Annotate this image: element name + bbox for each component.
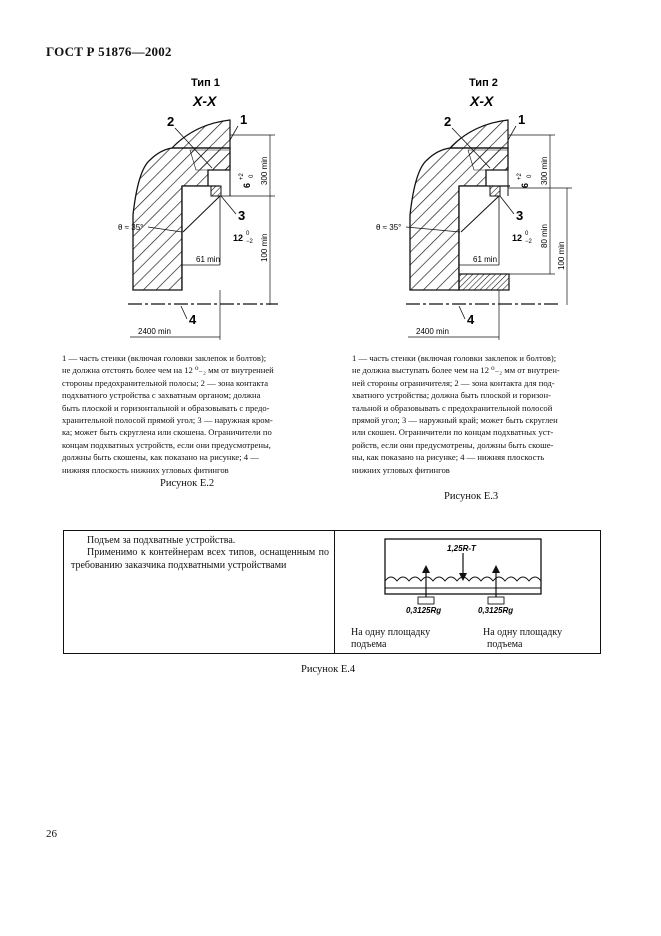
fig-e3-callout-3: 3	[516, 208, 524, 223]
caption-line: быть плоской и горизонтальной и образовывать с предо-	[62, 402, 270, 413]
fig-e3-type-label: Тип 2	[469, 77, 498, 89]
fig-e4-label-left	[351, 627, 430, 650]
fig-e3-dim-80: 80 min	[540, 223, 549, 248]
fig-e3-dim-twelve: 12	[512, 233, 523, 243]
fig-e3-dim-six-sub: 0	[527, 174, 533, 178]
fig-e4-label-right-line2: подъема	[487, 638, 523, 650]
fig-e4-load-top: 1,25R-T	[447, 544, 476, 553]
caption-line: должны быть скошены, как показано на рисунке; 4 —	[62, 452, 259, 463]
fig-e4-table	[63, 530, 601, 654]
fig-e4-para-2: Применимо к контейнерам всех типов, оснащенным по требованию заказчика подхватными устройствами	[71, 547, 329, 571]
fig-e4-description	[71, 535, 329, 572]
caption-line: хватного устройства; должна быть плоской и горизон-	[352, 390, 551, 401]
document-header: ГОСТ Р 51876—2002	[46, 44, 172, 59]
caption-line: нижняя плоскость нижних угловых фитингов	[62, 464, 229, 475]
caption-line: ка; может быть скруглена или скошена. Ограничители по	[62, 427, 272, 438]
fig-e2-callout-1: 1	[240, 112, 248, 127]
fig-e2-dim-61: 61 min	[196, 255, 221, 264]
fig-e3-title: Рисунок Е.3	[444, 491, 499, 502]
caption-line: или скошен. Ограничители по концам подхватных уст-	[352, 427, 554, 438]
figures-drawing	[0, 0, 661, 340]
fig-e4-load-right: 0,3125Rg	[478, 606, 514, 615]
fig-e4-label-left-line1: На одну площадку	[351, 627, 431, 638]
page-number: 26	[46, 828, 57, 840]
fig-e3-callout-1: 1	[518, 112, 526, 127]
fig-e2-callout-2: 2	[167, 114, 175, 129]
caption-line: стороны предохранительной полосы; 2 — зона контакта	[62, 377, 269, 388]
fig-e3-dim-six: 6	[520, 182, 530, 188]
fig-e2-dim-six-sup: +2	[239, 173, 245, 180]
caption-line: хранительной полосой прямой угол; 3 — наружная кром-	[62, 415, 273, 426]
fig-e3-dim-100: 100 min	[557, 241, 566, 270]
figure-e2-drawing	[118, 77, 278, 340]
fig-e2-dim-2400: 2400 min	[138, 327, 171, 336]
caption-line: прямой угол; 3 — наружный край; может быть скруглен	[352, 415, 558, 426]
caption-line: подхватного устройства с захватным органом; должна	[62, 390, 261, 401]
fig-e2-callout-4: 4	[189, 312, 197, 327]
caption-line: тальной и образовывать с предохранительной полосой	[352, 402, 553, 413]
caption-line: концам подхватных устройств, если они предусмотрены,	[62, 439, 271, 450]
caption-line: ны, как показано на рисунке; 4 — нижняя плоскость	[352, 452, 545, 463]
caption-line: не должна отстоять более чем на 12 ⁰₋₂ мм от внутренней	[62, 365, 274, 376]
fig-e3-callout-2: 2	[444, 114, 452, 129]
fig-e2-dim-twelve-sup: 0	[246, 231, 250, 237]
fig-e4-load-left: 0,3125Rg	[406, 606, 442, 615]
fig-e2-angle: θ ≈ 35°	[118, 223, 144, 232]
fig-e2-dim-300: 300 min	[260, 156, 269, 185]
fig-e3-caption	[352, 352, 597, 476]
fig-e2-section-label: X-X	[193, 93, 217, 109]
caption-line: 1 — часть стенки (включая головки заклепок и болтов);	[62, 353, 267, 363]
caption-line: ройств, если они предусмотрены, должны быть скоше-	[352, 439, 554, 450]
fig-e3-callout-4: 4	[467, 312, 475, 327]
fig-e2-type-label: Тип 1	[191, 77, 220, 89]
fig-e2-dim-twelve-sub: −2	[246, 239, 253, 245]
fig-e2-caption	[62, 352, 310, 476]
fig-e4-title: Рисунок Е.4	[301, 664, 356, 675]
caption-line: не должна выступать более чем на 12 ⁰₋₂ мм от внутрен-	[352, 365, 560, 376]
fig-e2-dim-100: 100 min	[260, 233, 269, 262]
fig-e3-dim-twelve-sub: −2	[525, 239, 532, 245]
fig-e4-label-right-line1: На одну площадку	[483, 627, 563, 638]
caption-line: нижних угловых фитингов	[352, 464, 450, 475]
fig-e2-dim-six-sub: 0	[249, 174, 255, 178]
fig-e4-para-1: Подъем за подхватные устройства.	[87, 535, 236, 546]
fig-e3-dim-2400: 2400 min	[416, 327, 449, 336]
fig-e2-dim-six: 6	[242, 182, 252, 188]
fig-e2-dim-twelve: 12	[233, 233, 244, 243]
fig-e3-angle: θ ≈ 35°	[376, 223, 402, 232]
fig-e3-dim-300: 300 min	[540, 156, 549, 185]
figure-e3-drawing	[376, 77, 572, 340]
fig-e3-dim-twelve-sup: 0	[525, 231, 529, 237]
fig-e2-callout-3: 3	[238, 208, 246, 223]
fig-e4-label-right	[483, 627, 562, 650]
fig-e3-dim-six-sup: +2	[517, 173, 523, 180]
caption-line: ней стороны ограничителя; 2 — зона контакта для под-	[352, 377, 555, 388]
fig-e4-label-left-line2: подъема	[351, 638, 387, 650]
fig-e3-dim-61: 61 min	[473, 255, 498, 264]
caption-line: 1 — часть стенки (включая головки заклепок и болтов);	[352, 353, 557, 363]
fig-e2-title: Рисунок Е.2	[160, 478, 215, 489]
fig-e3-section-label: X-X	[470, 93, 494, 109]
